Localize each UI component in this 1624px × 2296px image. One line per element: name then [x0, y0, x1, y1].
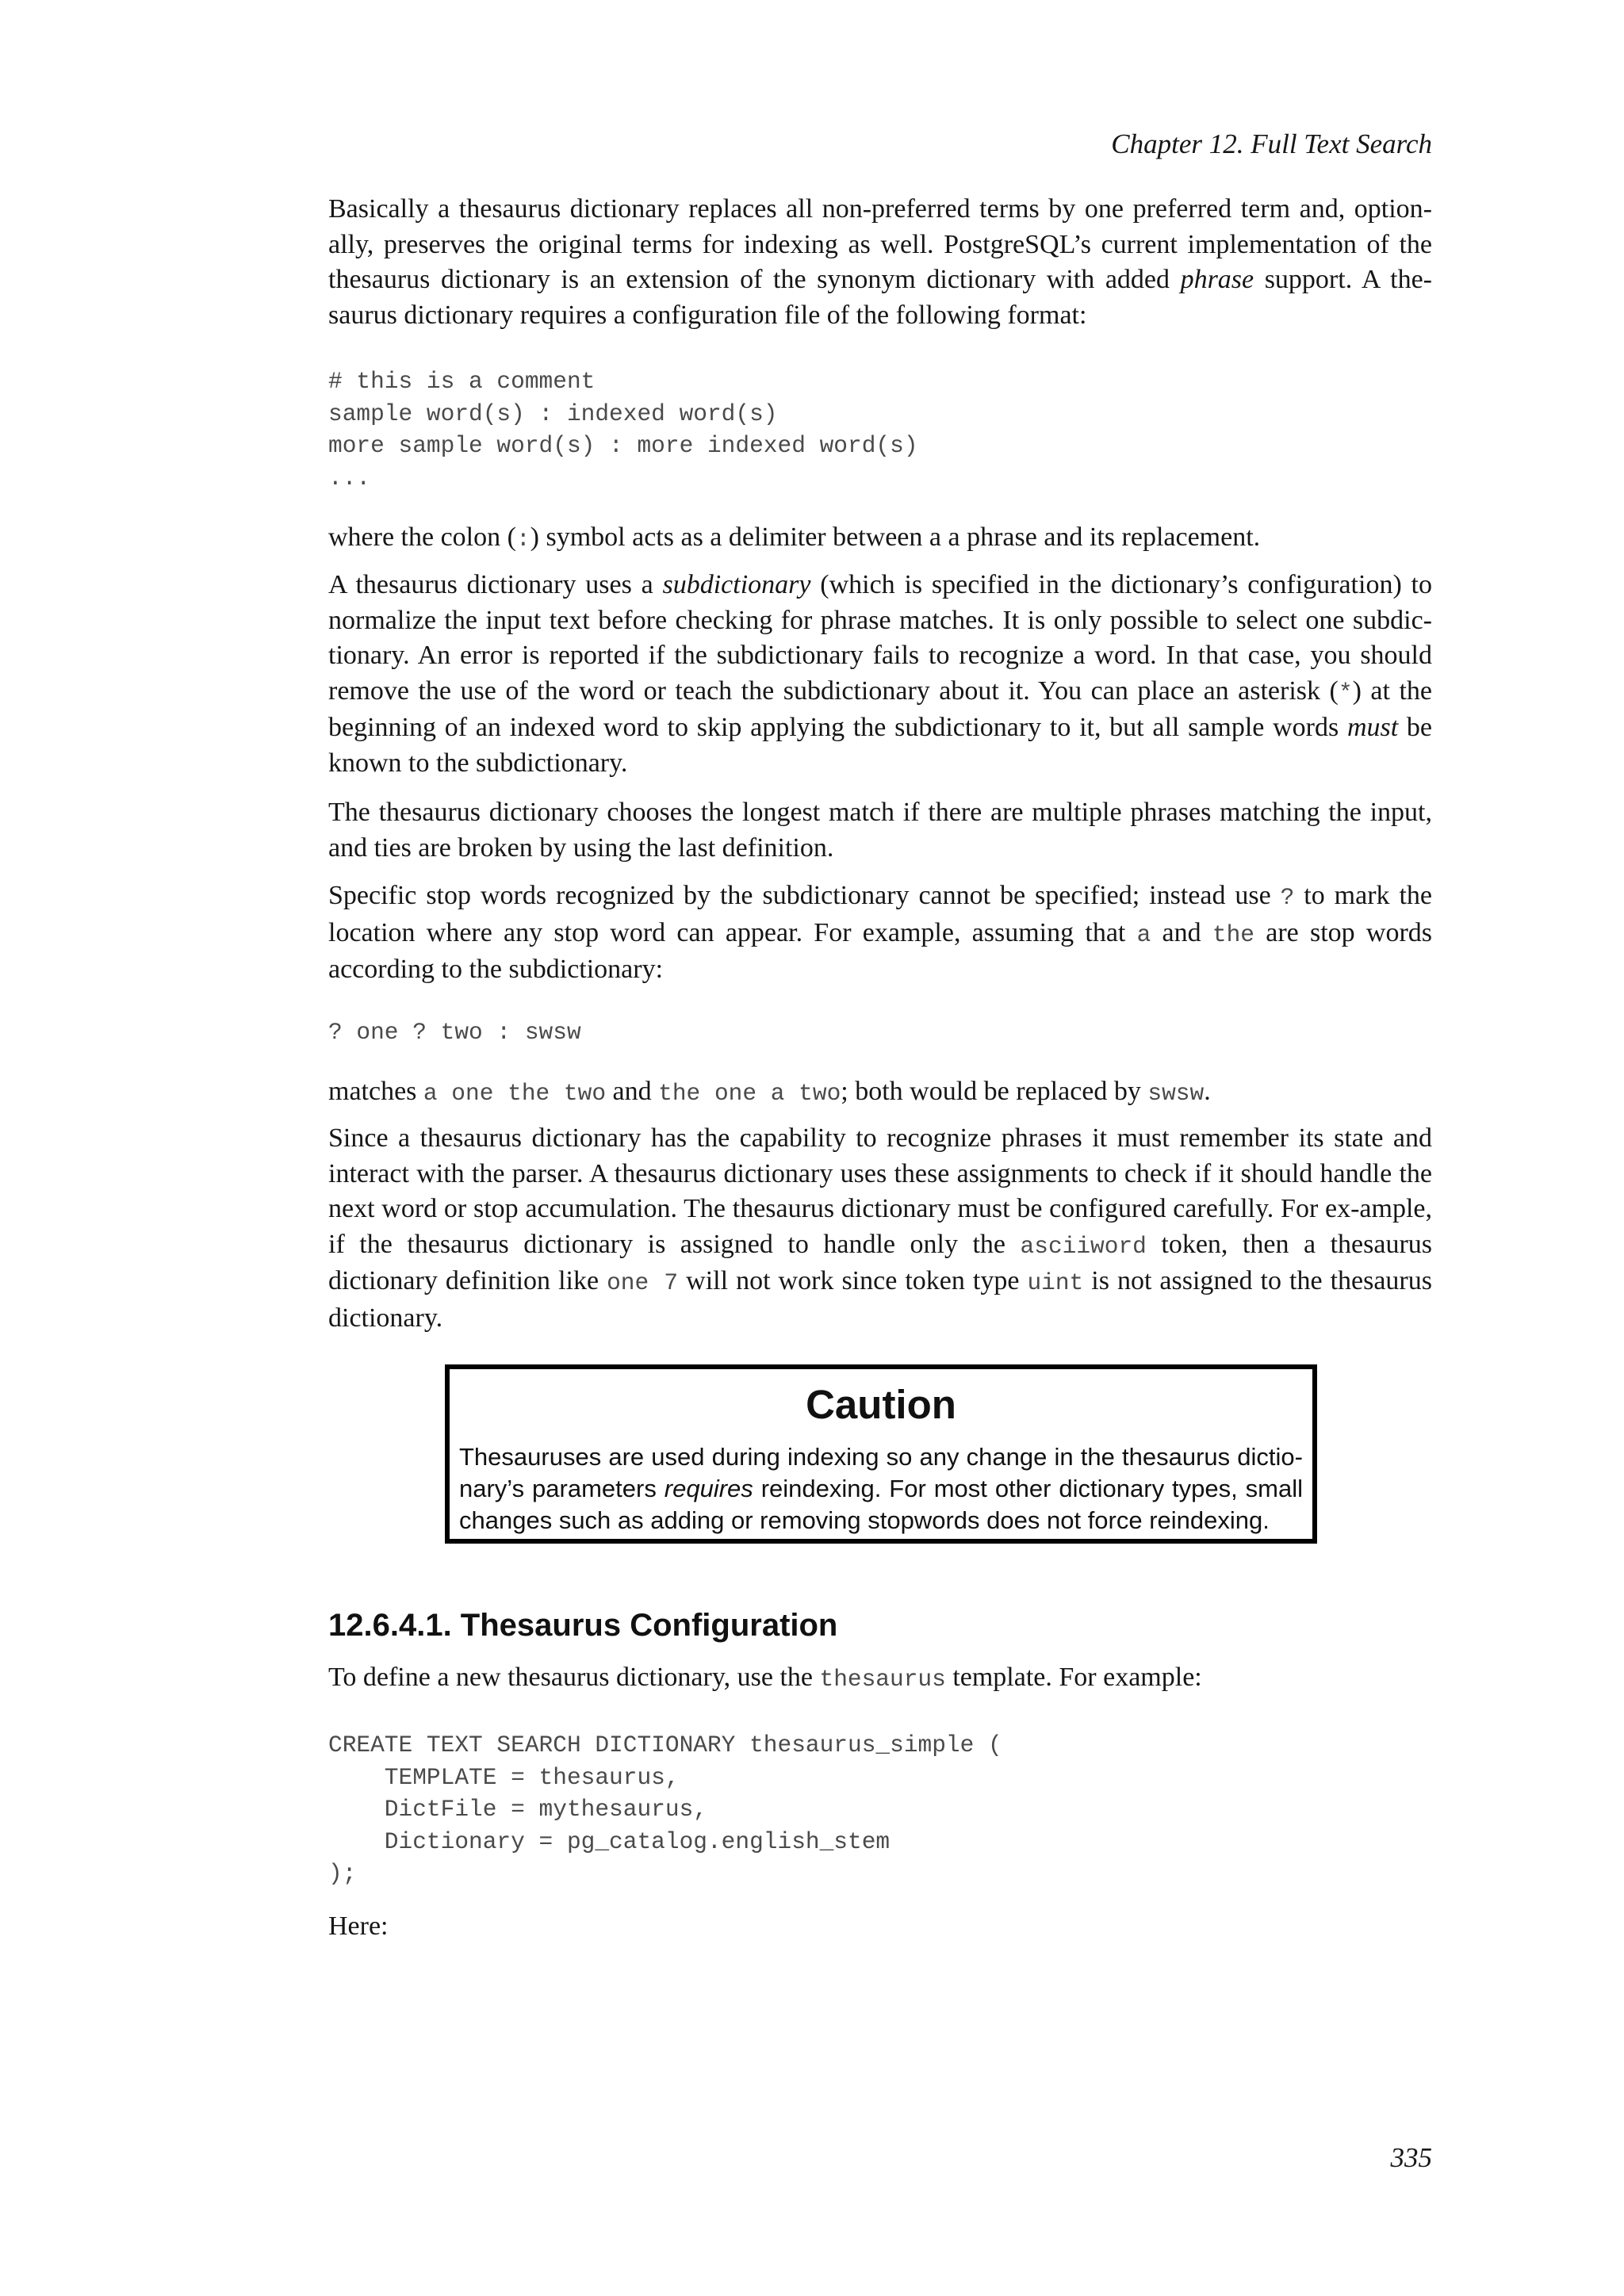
paragraph-matches: matches a one the two and the one a two; both would be replaced by swsw. [328, 1077, 1211, 1107]
caution-text: Thesauruses are used during indexing so any change in the thesaurus dictio-nary’s parameters requires reindexing. For most other dictionary types, small changes such as adding or removing stopwords does not force reindexing. [459, 1443, 1303, 1534]
caution-box [445, 1364, 1317, 1544]
paragraph-stopwords: Specific stop words recognized by the subdictionary cannot be specified; instead use ? to mark the location where any stop word can appear. For example, assuming that a and the are stop words according to the subdictionary: [328, 881, 1433, 984]
paragraph-here: Here: [328, 1911, 389, 1941]
caution-title: Caution [806, 1382, 956, 1427]
code-block-create-dictionary: CREATE TEXT SEARCH DICTIONARY thesaurus_simple ( TEMPLATE = thesaurus, DictFile = mythesaurus, Dictionary = pg_catalog.english_stem ); [328, 1732, 1002, 1887]
paragraph-colon: where the colon (:) symbol acts as a delimiter between a a phrase and its replacement. [328, 522, 1261, 553]
page-number: 335 [1390, 2142, 1432, 2173]
paragraph-define: To define a new thesaurus dictionary, use the thesaurus template. For example: [328, 1663, 1202, 1693]
paragraph-parser: Since a thesaurus dictionary has the capability to recognize phrases it must remember its state and interact with the parser. A thesaurus dictionary uses these assignments to check if it should handle the next word or stop accumulation. The thesaurus dictionary must be configured carefully. For ex-ample, if the thesaurus dictionary is assigned to handle only the asciiword token, then a thesaurus dictionary definition like one 7 will not work since token type uint is not assigned to the thesaurus dictionary. [328, 1123, 1433, 1333]
section-heading: 12.6.4.1. Thesaurus Configuration [328, 1608, 838, 1643]
paragraph-subdictionary: A thesaurus dictionary uses a subdictionary (which is specified in the dictionary’s configuration) to normalize the input text before checking for phrase matches. It is only possible to select one subdic-tionary. An error is reported if the subdictionary fails to recognize a word. In that case, you should remove the use of the word or teach the subdictionary about it. You can place an asterisk (*) at the beginning of an indexed word to skip applying the subdictionary to it, but all sample words must be known to the subdictionary. [328, 570, 1433, 778]
code-block-example: ? one ? two : swsw [328, 1019, 581, 1046]
paragraph-longest-match: The thesaurus dictionary chooses the longest match if there are multiple phrases matching the input, and ties are broken by using the last definition. [328, 798, 1432, 863]
paragraph-intro: Basically a thesaurus dictionary replaces all non-preferred terms by one preferred term and, option-ally, preserves the original terms for indexing as well. PostgreSQL’s current implementation of the thesaurus dictionary is an extension of the synonym dictionary with added phrase support. A the-saurus dictionary requires a configuration file of the following format: [328, 194, 1432, 330]
running-header: Chapter 12. Full Text Search [1111, 128, 1432, 159]
code-block-format: # this is a comment sample word(s) : indexed word(s) more sample word(s) : more indexed word(s) ... [328, 368, 918, 492]
